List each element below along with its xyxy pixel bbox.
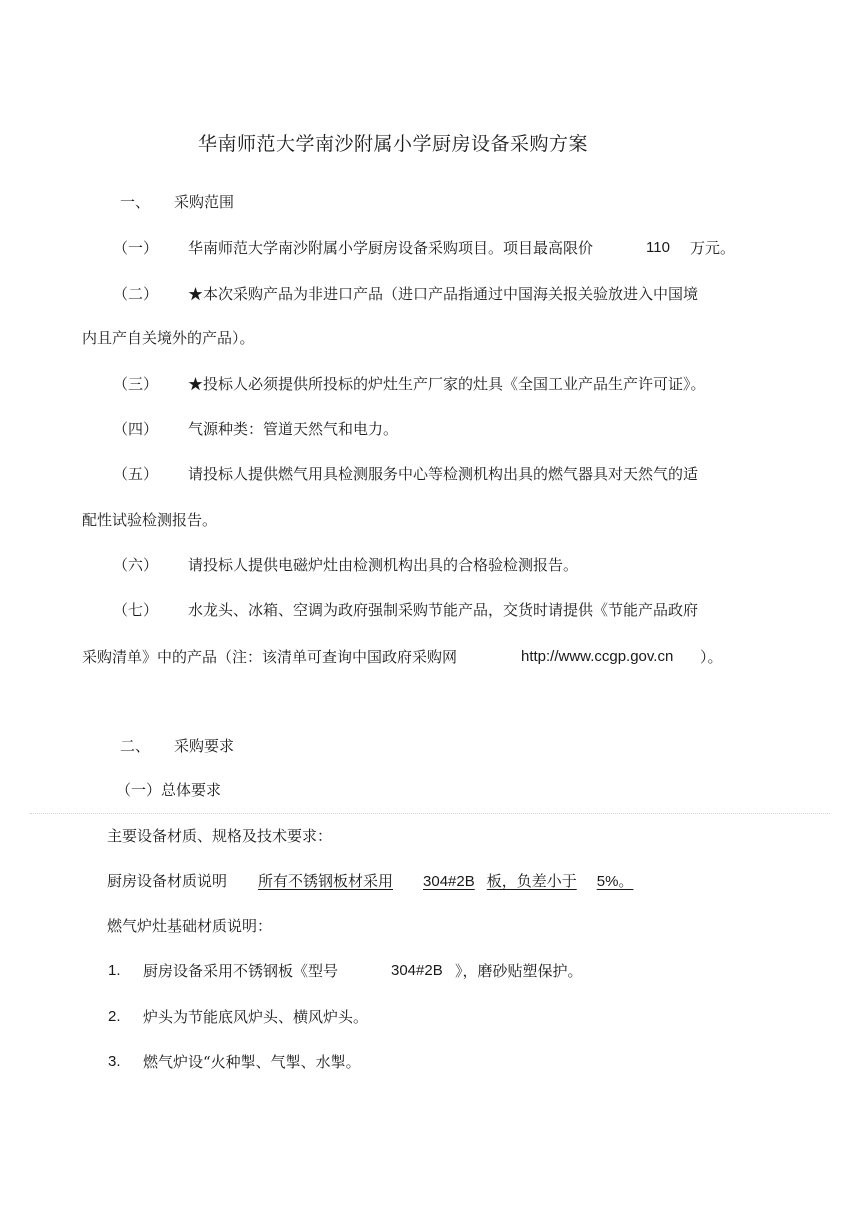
document-title: 华南师范大学南沙附属小学厨房设备采购方案 [198, 133, 589, 155]
list-item2-number: 2. [108, 1008, 121, 1025]
item5-text-line1: 请投标人提供燃气用具检测服务中心等检测机构出具的燃气器具对天然气的适 [188, 465, 699, 483]
item5-text-line2: 配性试验检测报告。 [82, 511, 218, 529]
section2-subheading: （一）总体要求 [116, 781, 222, 799]
item4-text: 气源种类：管道天然气和电力。 [188, 420, 399, 438]
item1-number: （一） [113, 239, 159, 257]
list-item1-text-a: 厨房设备采用不锈钢板《型号 [143, 962, 339, 980]
page-divider [30, 813, 830, 814]
item7-text-line2a: 采购清单》中的产品（注：该清单可查询中国政府采购网 [82, 648, 458, 666]
item3-number: （三） [113, 375, 159, 393]
list-item3-number: 3. [108, 1053, 121, 1070]
item7-number: （七） [113, 601, 159, 619]
item7-text-line2b: ）。 [700, 648, 723, 666]
item1-text: 华南师范大学南沙附属小学厨房设备采购项目。项目最高限价 [188, 239, 594, 257]
material-spec-part3: 板，负差小于 [486, 872, 577, 890]
list-item1-model: 304#2B [391, 962, 443, 979]
item6-number: （六） [113, 556, 159, 574]
item4-number: （四） [113, 420, 159, 438]
material-spec-part1: 所有不锈钢板材采用 [258, 872, 394, 890]
base-material-label: 燃气炉灶基础材质说明： [107, 917, 273, 935]
item1-unit: 万元。 [690, 239, 736, 257]
item2-text-line2: 内且产自关境外的产品）。 [82, 329, 255, 347]
section2-heading: 采购要求 [174, 737, 235, 755]
section1-number: 一、 [120, 193, 151, 211]
material-spec-grade: 304#2B [423, 873, 475, 890]
section1-heading: 采购范围 [174, 193, 235, 211]
material-spec-underlined [258, 871, 664, 892]
material-spec-tolerance: 5%。 [596, 873, 634, 890]
item3-text: ★投标人必须提供所投标的炉灶生产厂家的灶具《全国工业产品生产许可证》。 [188, 375, 706, 393]
main-equipment-label: 主要设备材质、规格及技术要求： [107, 827, 333, 845]
item2-text-line1: ★本次采购产品为非进口产品（进口产品指通过中国海关报关验放进入中国境 [188, 285, 699, 303]
item5-number: （五） [113, 465, 159, 483]
item7-text-line1: 水龙头、冰箱、空调为政府强制采购节能产品，交货时请提供《节能产品政府 [188, 601, 699, 619]
list-item1-text-b: 》，磨砂贴塑保护。 [455, 962, 583, 980]
ccgp-url-link[interactable]: http://www.ccgp.gov.cn [521, 648, 674, 665]
list-item1-number: 1. [108, 962, 121, 979]
list-item2-text: 炉头为节能底风炉头、横风炉头。 [143, 1008, 369, 1026]
item2-number: （二） [113, 285, 159, 303]
list-item3-text: 燃气炉设“火种掣、气掣、水掣。 [143, 1053, 361, 1071]
item6-text: 请投标人提供电磁炉灶由检测机构出具的合格验检测报告。 [188, 556, 579, 574]
item1-amount: 110 [646, 239, 670, 256]
section2-number: 二、 [120, 737, 151, 755]
material-label: 厨房设备材质说明 [107, 872, 228, 890]
